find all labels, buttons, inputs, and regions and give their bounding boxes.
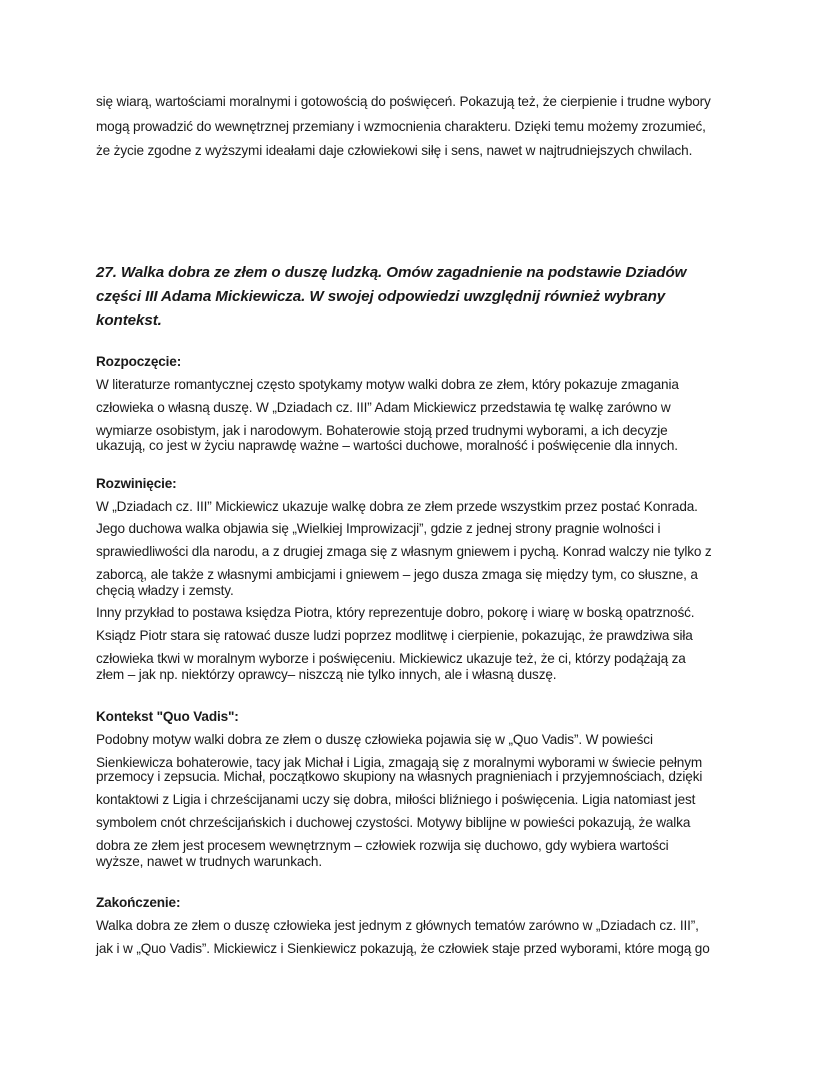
text-line: sprawiedliwości dla narodu, a z drugiej zmaga się z własnym gniewem i pychą. Konrad walczy nie tylko z <box>96 544 712 559</box>
text-line: kontaktowi z Ligia i chrześcijanami uczy się dobra, miłości bliźniego i poświęcenia. Ligia natomiast jest <box>96 792 696 807</box>
heading-line: kontekst. <box>96 312 162 329</box>
text-line: wyższe, nawet w trudnych warunkach. <box>96 854 322 869</box>
text-line: przemocy i zepsucia. Michał, początkowo skupiony na własnych pragnieniach i przyjemnościach, dzięki <box>96 769 703 784</box>
text-line: wymiarze osobistym, jak i narodowym. Bohaterowie stoją przed trudnymi wyborami, a ich decyzje <box>96 423 668 438</box>
section-label: Rozwinięcie: <box>96 476 177 491</box>
text-line: W „Dziadach cz. III” Mickiewicz ukazuje walkę dobra ze złem przede wszystkim przez postać Konrada. <box>96 499 698 514</box>
text-line: człowieka o własną duszę. W „Dziadach cz. III” Adam Mickiewicz przedstawia tę walkę zarówno w <box>96 400 671 415</box>
heading-line: 27. Walka dobra ze złem o duszę ludzką. Omów zagadnienie na podstawie Dziadów <box>96 264 687 281</box>
text-line: zaborcą, ale także z własnymi ambicjami i gniewem – jego dusza zmaga się między tym, co słuszne, a <box>96 567 698 582</box>
text-line: Walka dobra ze złem o duszę człowieka jest jednym z głównych tematów zarówno w „Dziadach cz. III”, <box>96 918 699 933</box>
text-line: ukazują, co jest w życiu naprawdę ważne – wartości duchowe, moralność i poświęcenie dla innych. <box>96 438 678 453</box>
text-line: złem – jak np. niektórzy oprawcy– niszczą nie tylko innych, ale i własną duszę. <box>96 667 557 682</box>
text-line: Jego duchowa walka objawia się „Wielkiej Improwizacji”, gdzie z jednej strony pragnie wolności i <box>96 521 661 536</box>
text-line: W literaturze romantycznej często spotykamy motyw walki dobra ze złem, który pokazuje zmagania <box>96 377 679 392</box>
text-line: mogą prowadzić do wewnętrznej przemiany i wzmocnienia charakteru. Dzięki temu możemy zrozumieć, <box>96 119 706 134</box>
text-line: Ksiądz Piotr stara się ratować dusze ludzi poprzez modlitwę i cierpienie, pokazując, że prawdziwa siła <box>96 628 693 643</box>
text-line: dobra ze złem jest procesem wewnętrznym – człowiek rozwija się duchowo, gdy wybiera wartości <box>96 838 669 853</box>
text-line: się wiarą, wartościami moralnymi i gotowością do poświęceń. Pokazują też, że cierpienie i trudne wybory <box>96 94 711 109</box>
text-line: Podobny motyw walki dobra ze złem o duszę człowieka pojawia się w „Quo Vadis”. W powieści <box>96 732 653 747</box>
text-line: chęcią władzy i zemsty. <box>96 583 234 598</box>
text-line: Sienkiewicza bohaterowie, tacy jak Michał i Ligia, zmagają się z moralnymi wyborami w świecie pełnym <box>96 755 703 770</box>
heading-line: części III Adama Mickiewicza. W swojej odpowiedzi uwzględnij również wybrany <box>96 288 666 305</box>
text-line: człowieka tkwi w moralnym wyborze i poświęceniu. Mickiewicz ukazuje też, że ci, którzy podążają za <box>96 651 686 666</box>
section-label: Rozpoczęcie: <box>96 354 182 369</box>
section-label: Kontekst "Quo Vadis": <box>96 709 239 724</box>
text-line: że życie zgodne z wyższymi ideałami daje człowiekowi siłę i sens, nawet w najtrudniejszych chwilach. <box>96 143 693 158</box>
text-line: jak i w „Quo Vadis”. Mickiewicz i Sienkiewicz pokazują, że człowiek staje przed wyborami, które mogą go <box>96 941 710 956</box>
text-line: Inny przykład to postawa księdza Piotra, który reprezentuje dobro, pokorę i wiarę w boską opatrzność. <box>96 605 695 620</box>
text-line: symbolem cnót chrześcijańskich i duchowej czystości. Motywy biblijne w powieści pokazują, że walka <box>96 815 691 830</box>
section-label: Zakończenie: <box>96 895 181 910</box>
